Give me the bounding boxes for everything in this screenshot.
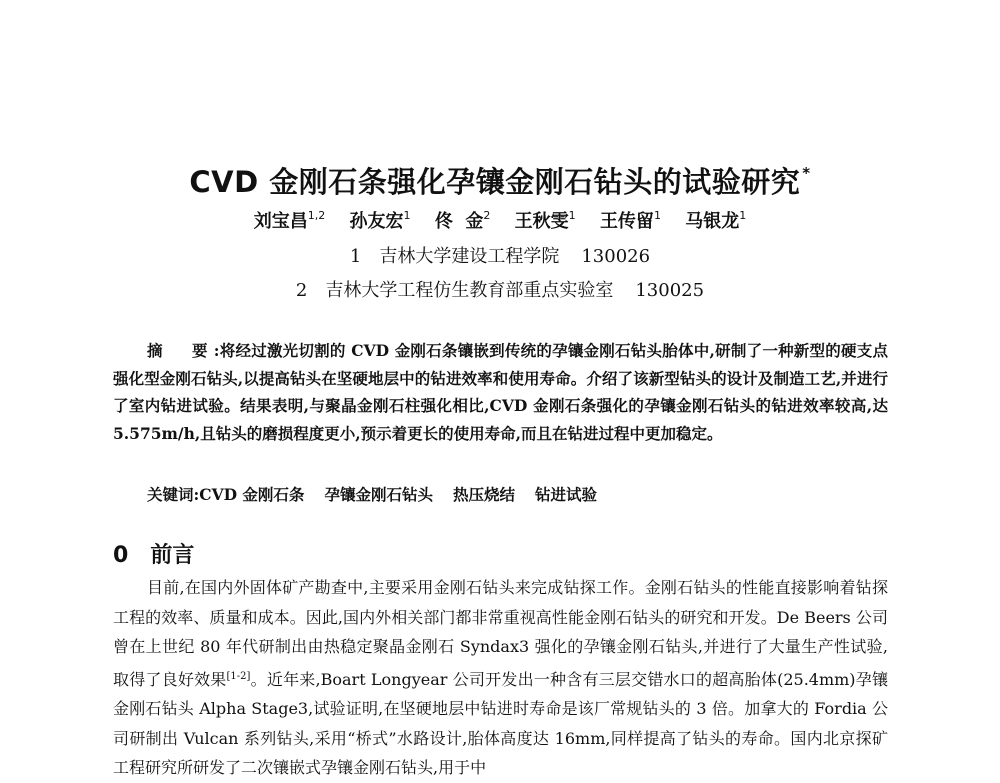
title-text: CVD 金刚石条强化孕镶金刚石钻头的试验研究 — [189, 165, 801, 199]
section-heading — [113, 538, 194, 569]
author-name: 佟 金 — [434, 211, 484, 232]
keyword: 钻进试验 — [534, 485, 597, 504]
author-list — [0, 207, 1000, 233]
author-affiliation-mark: 1,2 — [307, 209, 326, 222]
section-title: 前言 — [150, 543, 195, 568]
author-name: 马银龙 — [685, 211, 740, 232]
affiliation-name: 吉林大学建设工程学院 — [379, 246, 560, 267]
author-affiliation-mark: 2 — [483, 209, 491, 222]
affiliation — [0, 276, 1000, 302]
author-name: 王传留 — [599, 211, 654, 232]
keywords — [147, 483, 617, 505]
body-text-part: 。近年来,Boart Longyear 公司开发出一种含有三层交错水口的超高胎体(25.4mm)孕镶金刚石钻头 Alpha Stage3,试验证明,在坚硬地层中钻进时寿命是该厂常规钻头的 3 倍。加拿大的 Fordia 公司研制出 Vulcan 系列钻头,采用“桥式”水路设计,胎体高度达 16mm,同样提高了钻头的寿命。国内北京探矿工程研究所研发了二次镶嵌式孕镶金刚石钻头,用于中 — [113, 669, 888, 777]
author-name: 王秋雯 — [514, 211, 569, 232]
author-affiliation-mark: 1 — [653, 209, 661, 222]
author — [435, 211, 491, 232]
author-affiliation-mark: 1 — [739, 209, 747, 222]
keyword: 热压烧结 — [452, 485, 515, 504]
keywords-label: 关键词: — [147, 485, 200, 504]
affiliation-name: 吉林大学工程仿生教育部重点实验室 — [325, 280, 614, 301]
postal-code: 130026 — [581, 246, 651, 267]
abstract-text: :将经过激光切割的 CVD 金刚石条镶嵌到传统的孕镶金刚石钻头胎体中,研制了一种新型的硬支点强化型金刚石钻头,以提高钻头在坚硬地层中的钻进效率和使用寿命。介绍了该新型钻头的设计及制造工艺,并进行了室内钻进试验。结果表明,与聚晶金刚石柱强化相比,CVD 金刚石条强化的孕镶金刚石钻头的钻进效率较高,达 5.575m/h,且钻头的磨损程度更小,预示着更长的使用寿命,而且在钻进过程中更加稳定。 — [113, 341, 888, 443]
postal-code: 130025 — [635, 280, 705, 301]
affiliation — [0, 242, 1000, 268]
author-name: 刘宝昌 — [253, 211, 308, 232]
body-paragraph — [113, 573, 888, 783]
citation-ref: [1-2] — [226, 670, 251, 682]
affiliation-number: 1 — [349, 246, 362, 267]
paper-title — [0, 160, 1000, 201]
affiliation-number: 2 — [295, 280, 308, 301]
title-footnote-mark: * — [802, 164, 811, 182]
author — [600, 211, 661, 232]
keyword: CVD 金刚石条 — [199, 485, 305, 504]
author-name: 孙友宏 — [349, 211, 404, 232]
author-affiliation-mark: 1 — [403, 209, 411, 222]
section-number: 0 — [113, 543, 129, 568]
body-text-part: 目前,在国内外固体矿产勘查中,主要采用金刚石钻头来完成钻探工作。金刚石钻头的性能直接影响着钻探工程的效率、质量和成本。因此,国内外相关部门都非常重视高性能金刚石钻头的研究和开发。De Beers 公司曾在上世纪 80 年代研制出由热稳定聚晶金刚石 Syndax3 强化的孕镶金刚石钻头,并进行了大量生产性试验,取得了良好效果 — [113, 578, 888, 689]
author — [350, 211, 411, 232]
keyword: 孕镶金刚石钻头 — [324, 485, 433, 504]
author — [515, 211, 576, 232]
abstract-label: 摘 要 — [147, 341, 214, 360]
abstract — [113, 337, 888, 447]
author — [254, 211, 326, 232]
author-affiliation-mark: 1 — [568, 209, 576, 222]
author — [685, 211, 746, 232]
